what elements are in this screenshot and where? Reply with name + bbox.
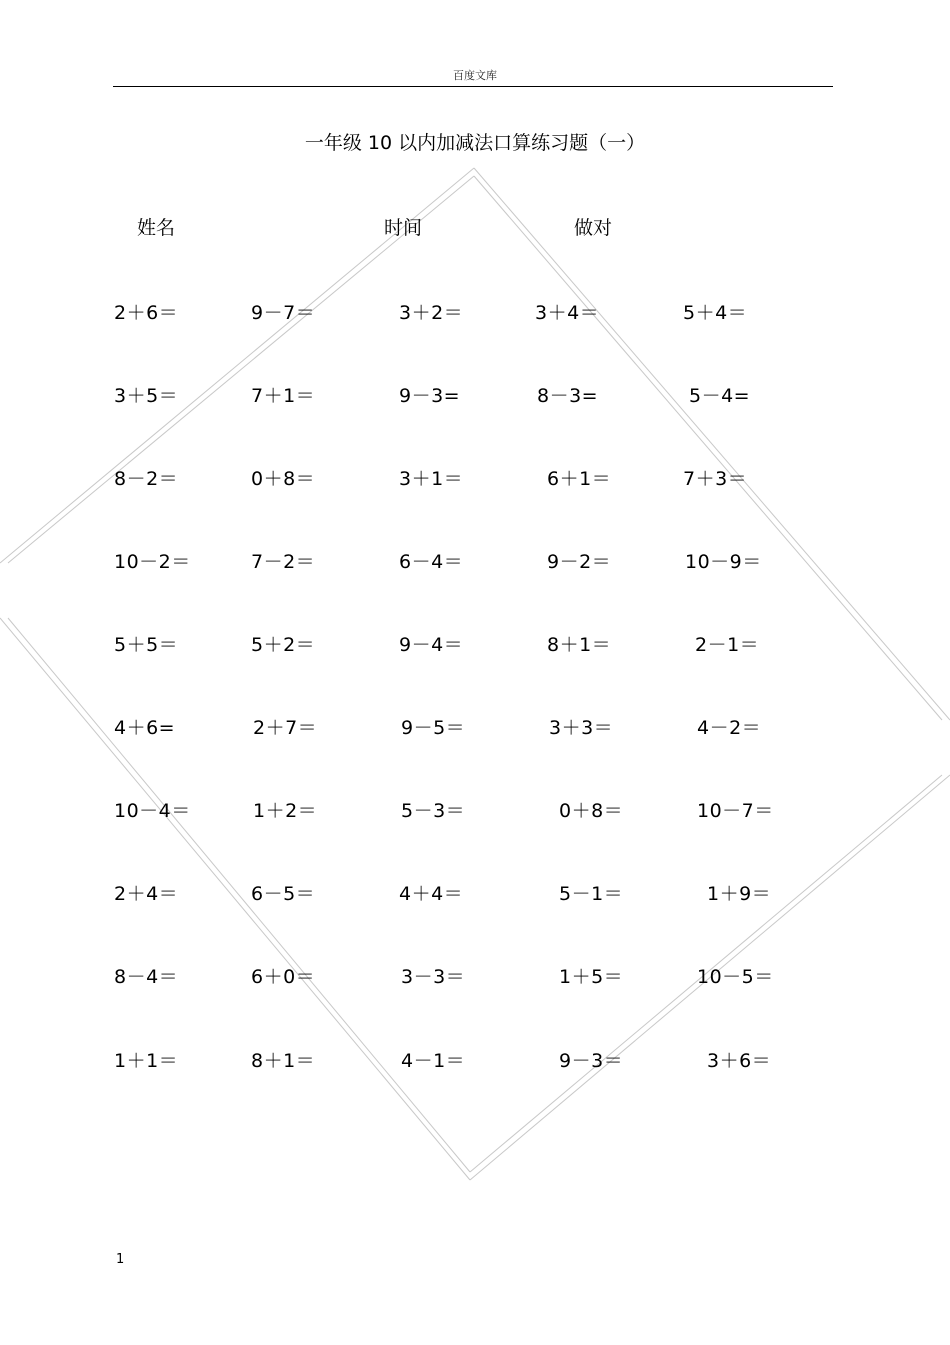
time-label: 时间 — [384, 217, 423, 239]
math-problem: 2－1＝ — [695, 634, 760, 656]
math-problem: 5－4= — [689, 385, 751, 407]
math-problem: 4＋6= — [114, 717, 176, 739]
math-problem: 1＋9＝ — [707, 883, 772, 905]
name-label: 姓名 — [137, 217, 176, 239]
math-problem: 7＋1＝ — [251, 385, 316, 407]
header-text: 百度文库 — [453, 69, 497, 82]
math-problem: 8＋1＝ — [251, 1050, 316, 1072]
math-problem: 3＋4＝ — [535, 302, 600, 324]
math-problem: 1＋5＝ — [559, 966, 624, 988]
math-problem: 9－4＝ — [399, 634, 464, 656]
math-problem: 5－1＝ — [559, 883, 624, 905]
math-problem: 5＋2＝ — [251, 634, 316, 656]
math-problem: 9－2＝ — [547, 551, 612, 573]
math-problem: 1＋1＝ — [114, 1050, 179, 1072]
math-problem: 8－2＝ — [114, 468, 179, 490]
math-problem: 4－2＝ — [697, 717, 762, 739]
math-problem: 3＋3＝ — [549, 717, 614, 739]
math-problem: 9－3= — [399, 385, 461, 407]
math-problem: 7－2＝ — [251, 551, 316, 573]
math-problem: 6－5＝ — [251, 883, 316, 905]
math-problem: 5－3＝ — [401, 800, 466, 822]
math-problem: 10－2＝ — [114, 551, 191, 573]
math-problem: 2＋4＝ — [114, 883, 179, 905]
math-problem: 10－9＝ — [685, 551, 762, 573]
correct-count-label: 做对 — [574, 217, 613, 239]
math-problem: 3＋6＝ — [707, 1050, 772, 1072]
math-problem: 6－4＝ — [399, 551, 464, 573]
math-problem: 9－3＝ — [559, 1050, 624, 1072]
math-problem: 4－1＝ — [401, 1050, 466, 1072]
math-problem: 9－5＝ — [401, 717, 466, 739]
math-problem: 10－4＝ — [114, 800, 191, 822]
math-problem: 2＋6＝ — [114, 302, 179, 324]
math-problem: 0＋8＝ — [559, 800, 624, 822]
math-problem: 1＋2＝ — [253, 800, 318, 822]
math-problem: 4＋4＝ — [399, 883, 464, 905]
page-number: 1 — [116, 1252, 125, 1267]
math-problem: 10－5＝ — [697, 966, 774, 988]
math-problem: 8－4＝ — [114, 966, 179, 988]
math-problem: 3＋1＝ — [399, 468, 464, 490]
math-problem: 2＋7＝ — [253, 717, 318, 739]
math-problem: 7＋3＝ — [683, 468, 748, 490]
math-problem: 10－7＝ — [697, 800, 774, 822]
page-title: 一年级 10 以内加减法口算练习题（一） — [304, 132, 646, 154]
math-problem: 3＋5＝ — [114, 385, 179, 407]
math-problem: 3－3＝ — [401, 966, 466, 988]
math-problem: 6＋0＝ — [251, 966, 316, 988]
math-problem: 0＋8＝ — [251, 468, 316, 490]
math-problem: 5＋5＝ — [114, 634, 179, 656]
math-problem: 3＋2＝ — [399, 302, 464, 324]
math-problem: 8－3= — [537, 385, 599, 407]
math-problem: 6＋1＝ — [547, 468, 612, 490]
math-problem: 5＋4＝ — [683, 302, 748, 324]
math-problem: 9－7＝ — [251, 302, 316, 324]
header-divider — [113, 86, 833, 87]
math-problem: 8＋1＝ — [547, 634, 612, 656]
